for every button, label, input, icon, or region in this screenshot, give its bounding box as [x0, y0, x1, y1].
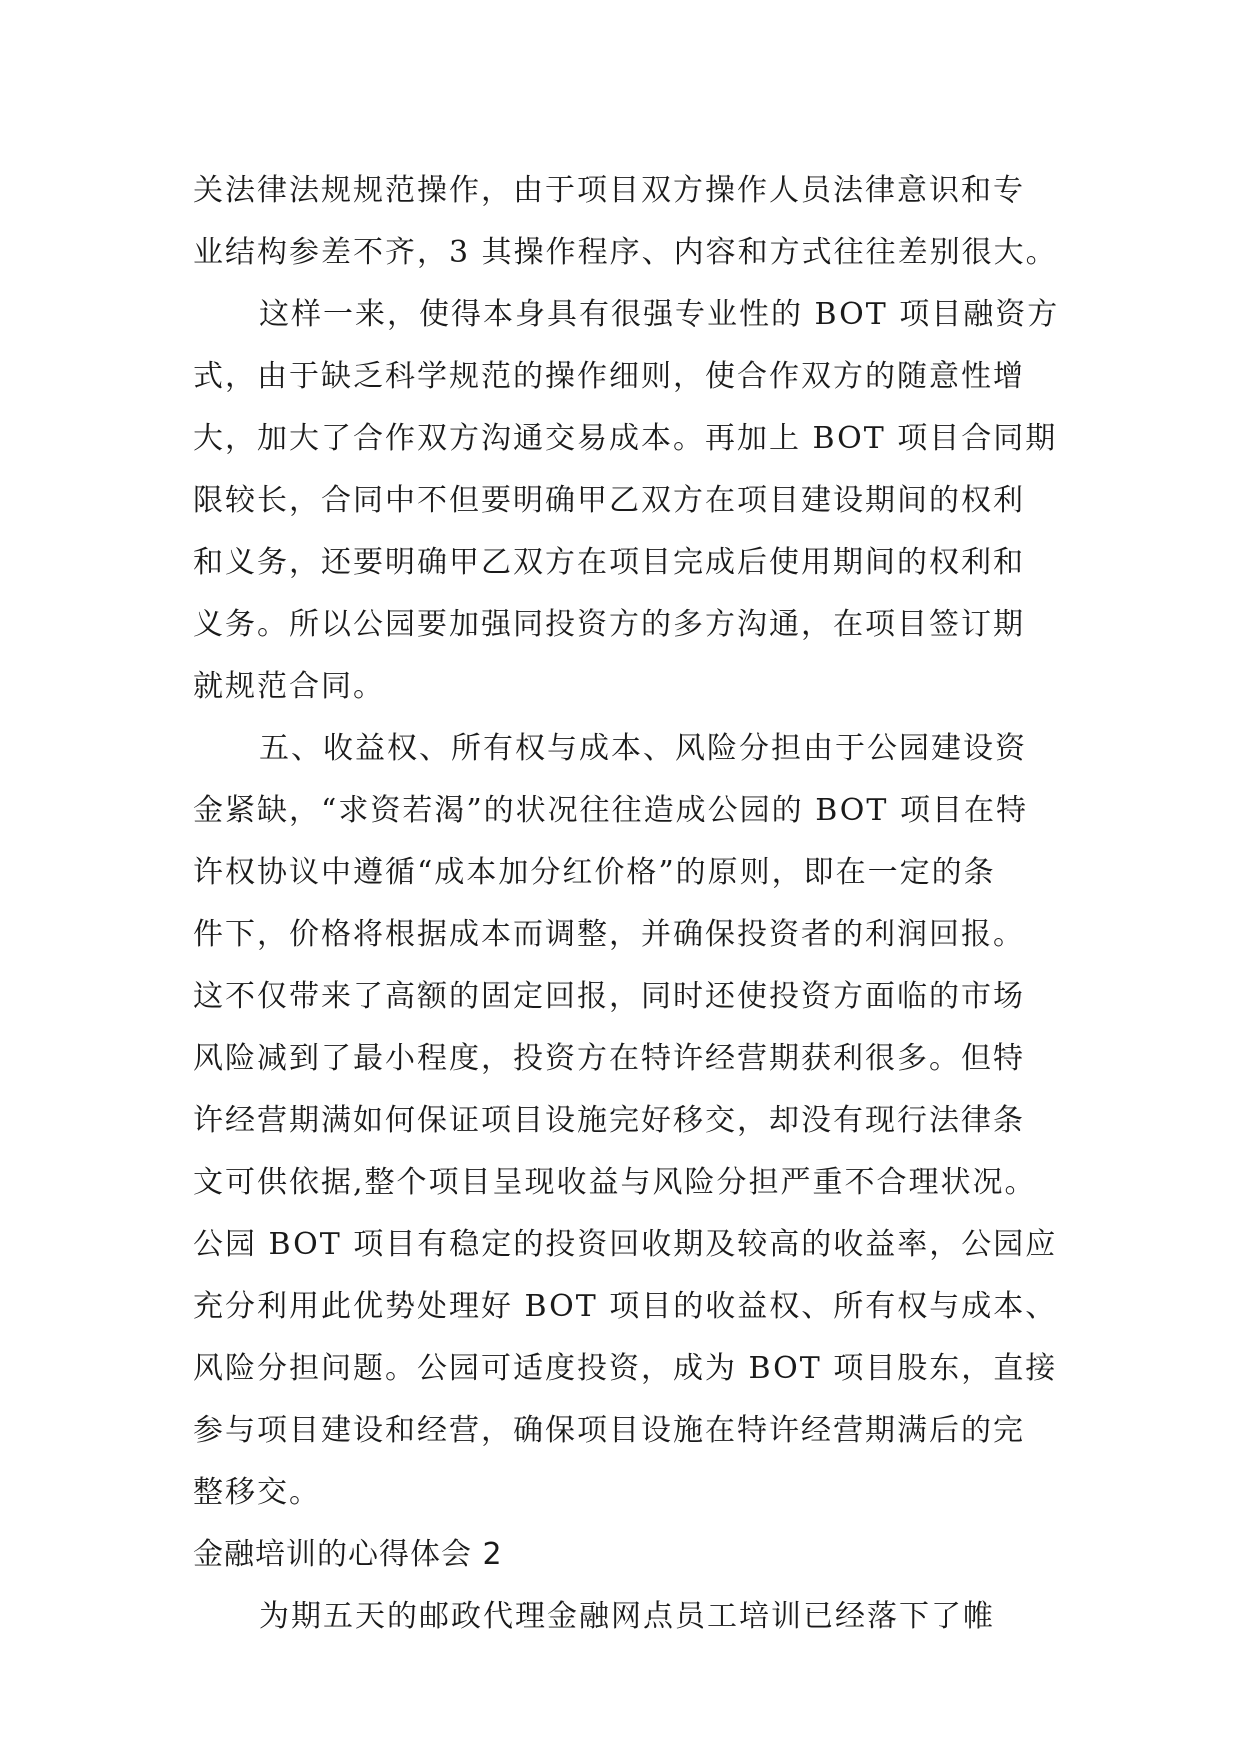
text-line: 业结构参差不齐，3 其操作程序、内容和方式往往差别很大。 [193, 235, 1058, 270]
paragraph-first-line: 为期五天的邮政代理金融网点员工培训已经落下了帷 [259, 1599, 995, 1634]
text-line: 式，由于缺乏科学规范的操作细则，使合作双方的随意性增 [193, 359, 1025, 394]
text-line: 许权协议中遵循“成本加分红价格”的原则，即在一定的条 [193, 855, 996, 890]
text-line: 大，加大了合作双方沟通交易成本。再加上 BOT 项目合同期 [193, 421, 1058, 456]
text-line: 金紧缺，“求资若渴”的状况往往造成公园的 BOT 项目在特 [193, 793, 1028, 828]
paragraph-first-line: 五、收益权、所有权与成本、风险分担由于公园建设资 [259, 731, 1027, 766]
text-line: 许经营期满如何保证项目设施完好移交，却没有现行法律条 [193, 1103, 1025, 1138]
section-heading: 金融培训的心得体会 2 [193, 1537, 503, 1572]
text-line: 件下，价格将根据成本而调整，并确保投资者的利润回报。 [193, 917, 1025, 952]
text-line: 义务。所以公园要加强同投资方的多方沟通，在项目签订期 [193, 607, 1025, 642]
text-line: 整移交。 [193, 1475, 321, 1510]
text-line: 风险分担问题。公园可适度投资，成为 BOT 项目股东，直接 [193, 1351, 1058, 1386]
text-line: 充分利用此优势处理好 BOT 项目的收益权、所有权与成本、 [193, 1289, 1058, 1324]
text-line: 文可供依据,整个项目呈现收益与风险分担严重不合理状况。 [193, 1165, 1037, 1200]
text-line: 限较长，合同中不但要明确甲乙双方在项目建设期间的权利 [193, 483, 1025, 518]
text-line: 关法律法规规范操作，由于项目双方操作人员法律意识和专 [193, 173, 1025, 208]
document-body [193, 160, 1073, 1648]
paragraph-first-line: 这样一来，使得本身具有很强专业性的 BOT 项目融资方 [259, 297, 1060, 332]
text-line: 公园 BOT 项目有稳定的投资回收期及较高的收益率，公园应 [193, 1227, 1058, 1262]
text-line: 参与项目建设和经营，确保项目设施在特许经营期满后的完 [193, 1413, 1025, 1448]
text-line: 这不仅带来了高额的固定回报，同时还使投资方面临的市场 [193, 979, 1025, 1014]
text-line: 风险减到了最小程度，投资方在特许经营期获利很多。但特 [193, 1041, 1025, 1076]
text-line: 就规范合同。 [193, 669, 385, 704]
text-line: 和义务，还要明确甲乙双方在项目完成后使用期间的权利和 [193, 545, 1025, 580]
